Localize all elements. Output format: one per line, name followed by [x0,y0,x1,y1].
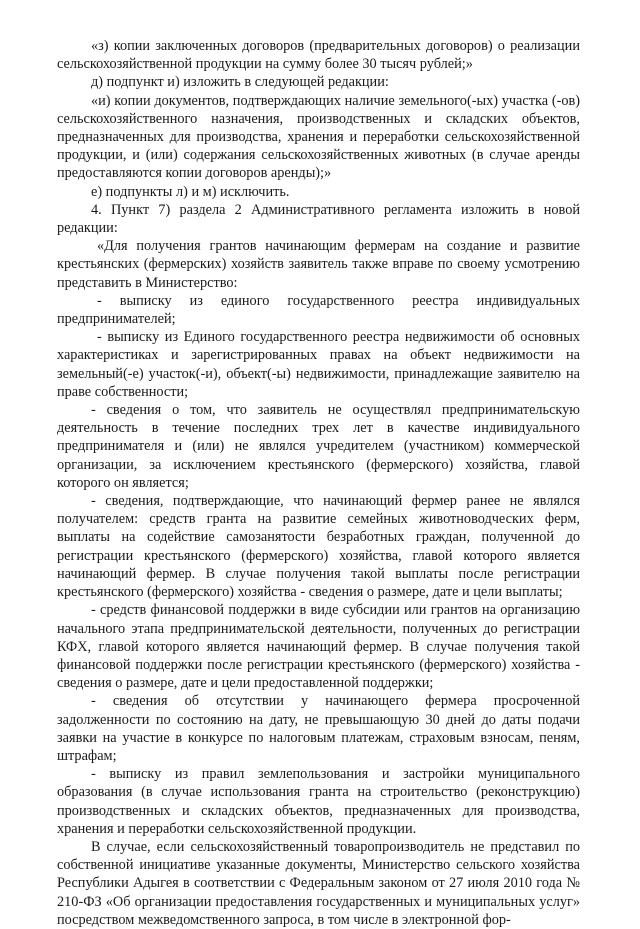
list-item: - сведения об отсутствии у начинающего фермера просроченной задолженности по состоянию на дату, не превышающую 30 дней до даты подачи заявки на участие в конкурсе по налоговым платежам, страховым взносам, пеням, штрафам; [57,693,580,764]
document-body [57,37,580,929]
paragraph: «Для получения грантов начинающим фермерам на создание и развитие крестьянских (фермерских) хозяйств заявитель также вправе по своему усмотрению представить в Министерство: [57,238,580,291]
paragraph: В случае, если сельскохозяйственный товаропроизводитель не представил по собственной инициативе указанные документы, Министерство сельского хозяйства Республики Адыгея в соответствии с Федеральным законом от 27 июля 2010 года № 210-ФЗ «Об организации предоставления государственных и муниципальных услуг» посредством межведомственного запроса, в том числе в электронной фор- [57,838,580,928]
paragraph: д) подпункт и) изложить в следующей редакции: [91,74,389,91]
list-item: - выписку из единого государственного реестра индивидуальных предпринимателей; [57,292,580,328]
paragraph: е) подпункты л) и м) исключить. [91,183,290,200]
paragraph: 4. Пункт 7) раздела 2 Административного регламента изложить в новой редакции: [57,201,580,237]
list-item: - средств финансовой поддержки в виде субсидии или грантов на организацию начального этапа предпринимательской деятельности, полученных до регистрации КФХ, главой которого является начинающий фермер. В случае получения такой финансовой поддержки после регистрации крестьянского (фермерского) хозяйства - сведения о размере, дате и цели предоставленной поддержки; [57,602,580,692]
list-item: - сведения о том, что заявитель не осуществлял предпринимательскую деятельность в течение последних трех лет в качестве индивидуального предпринимателя и (или) не являлся учредителем (участником) коммерческой организации, за исключением крестьянского (фермерского) хозяйства, главой которого он является; [57,402,580,491]
list-item: - выписку из правил землепользования и застройки муниципального образования (в случае использования гранта на строительство (реконструкцию) производственных и складских объектов, предназначенных для производства, хранения и переработки сельскохозяйственной продукции. [57,766,580,837]
list-item: - сведения, подтверждающие, что начинающий фермер ранее не являлся получателем: средств гранта на развитие семейных животноводческих ферм, выплаты на содействие самозанятости безработных граждан, полученной до регистрации крестьянского (фермерского) хозяйства, главой которого является начинающий фермер. В случае получения такой выплаты после регистрации крестьянского (фермерского) хозяйства - сведения о размере, дате и цели выплаты; [57,493,580,601]
list-item: - выписку из Единого государственного реестра недвижимости об основных характеристиках и зарегистрированных правах на объект недвижимости на земельный(-е) участок(-и), объект(-ы) недвижимости, принадлежащие заявителю на праве собственности; [57,329,580,400]
paragraph: «и) копии документов, подтверждающих наличие земельного(-ых) участка (-ов) сельскохозяйственного назначения, производственных и складских объектов, предназначенных для производства, хранения и переработки сельскохозяйственной продукции, и (или) содержания сельскохозяйственных животных (в случае аренды предоставляются копии договоров аренды);» [57,92,580,182]
paragraph: «з) копии заключенных договоров (предварительных договоров) о реализации сельскохозяйственной продукции на сумму более 30 тысяч рублей;» [57,38,580,73]
